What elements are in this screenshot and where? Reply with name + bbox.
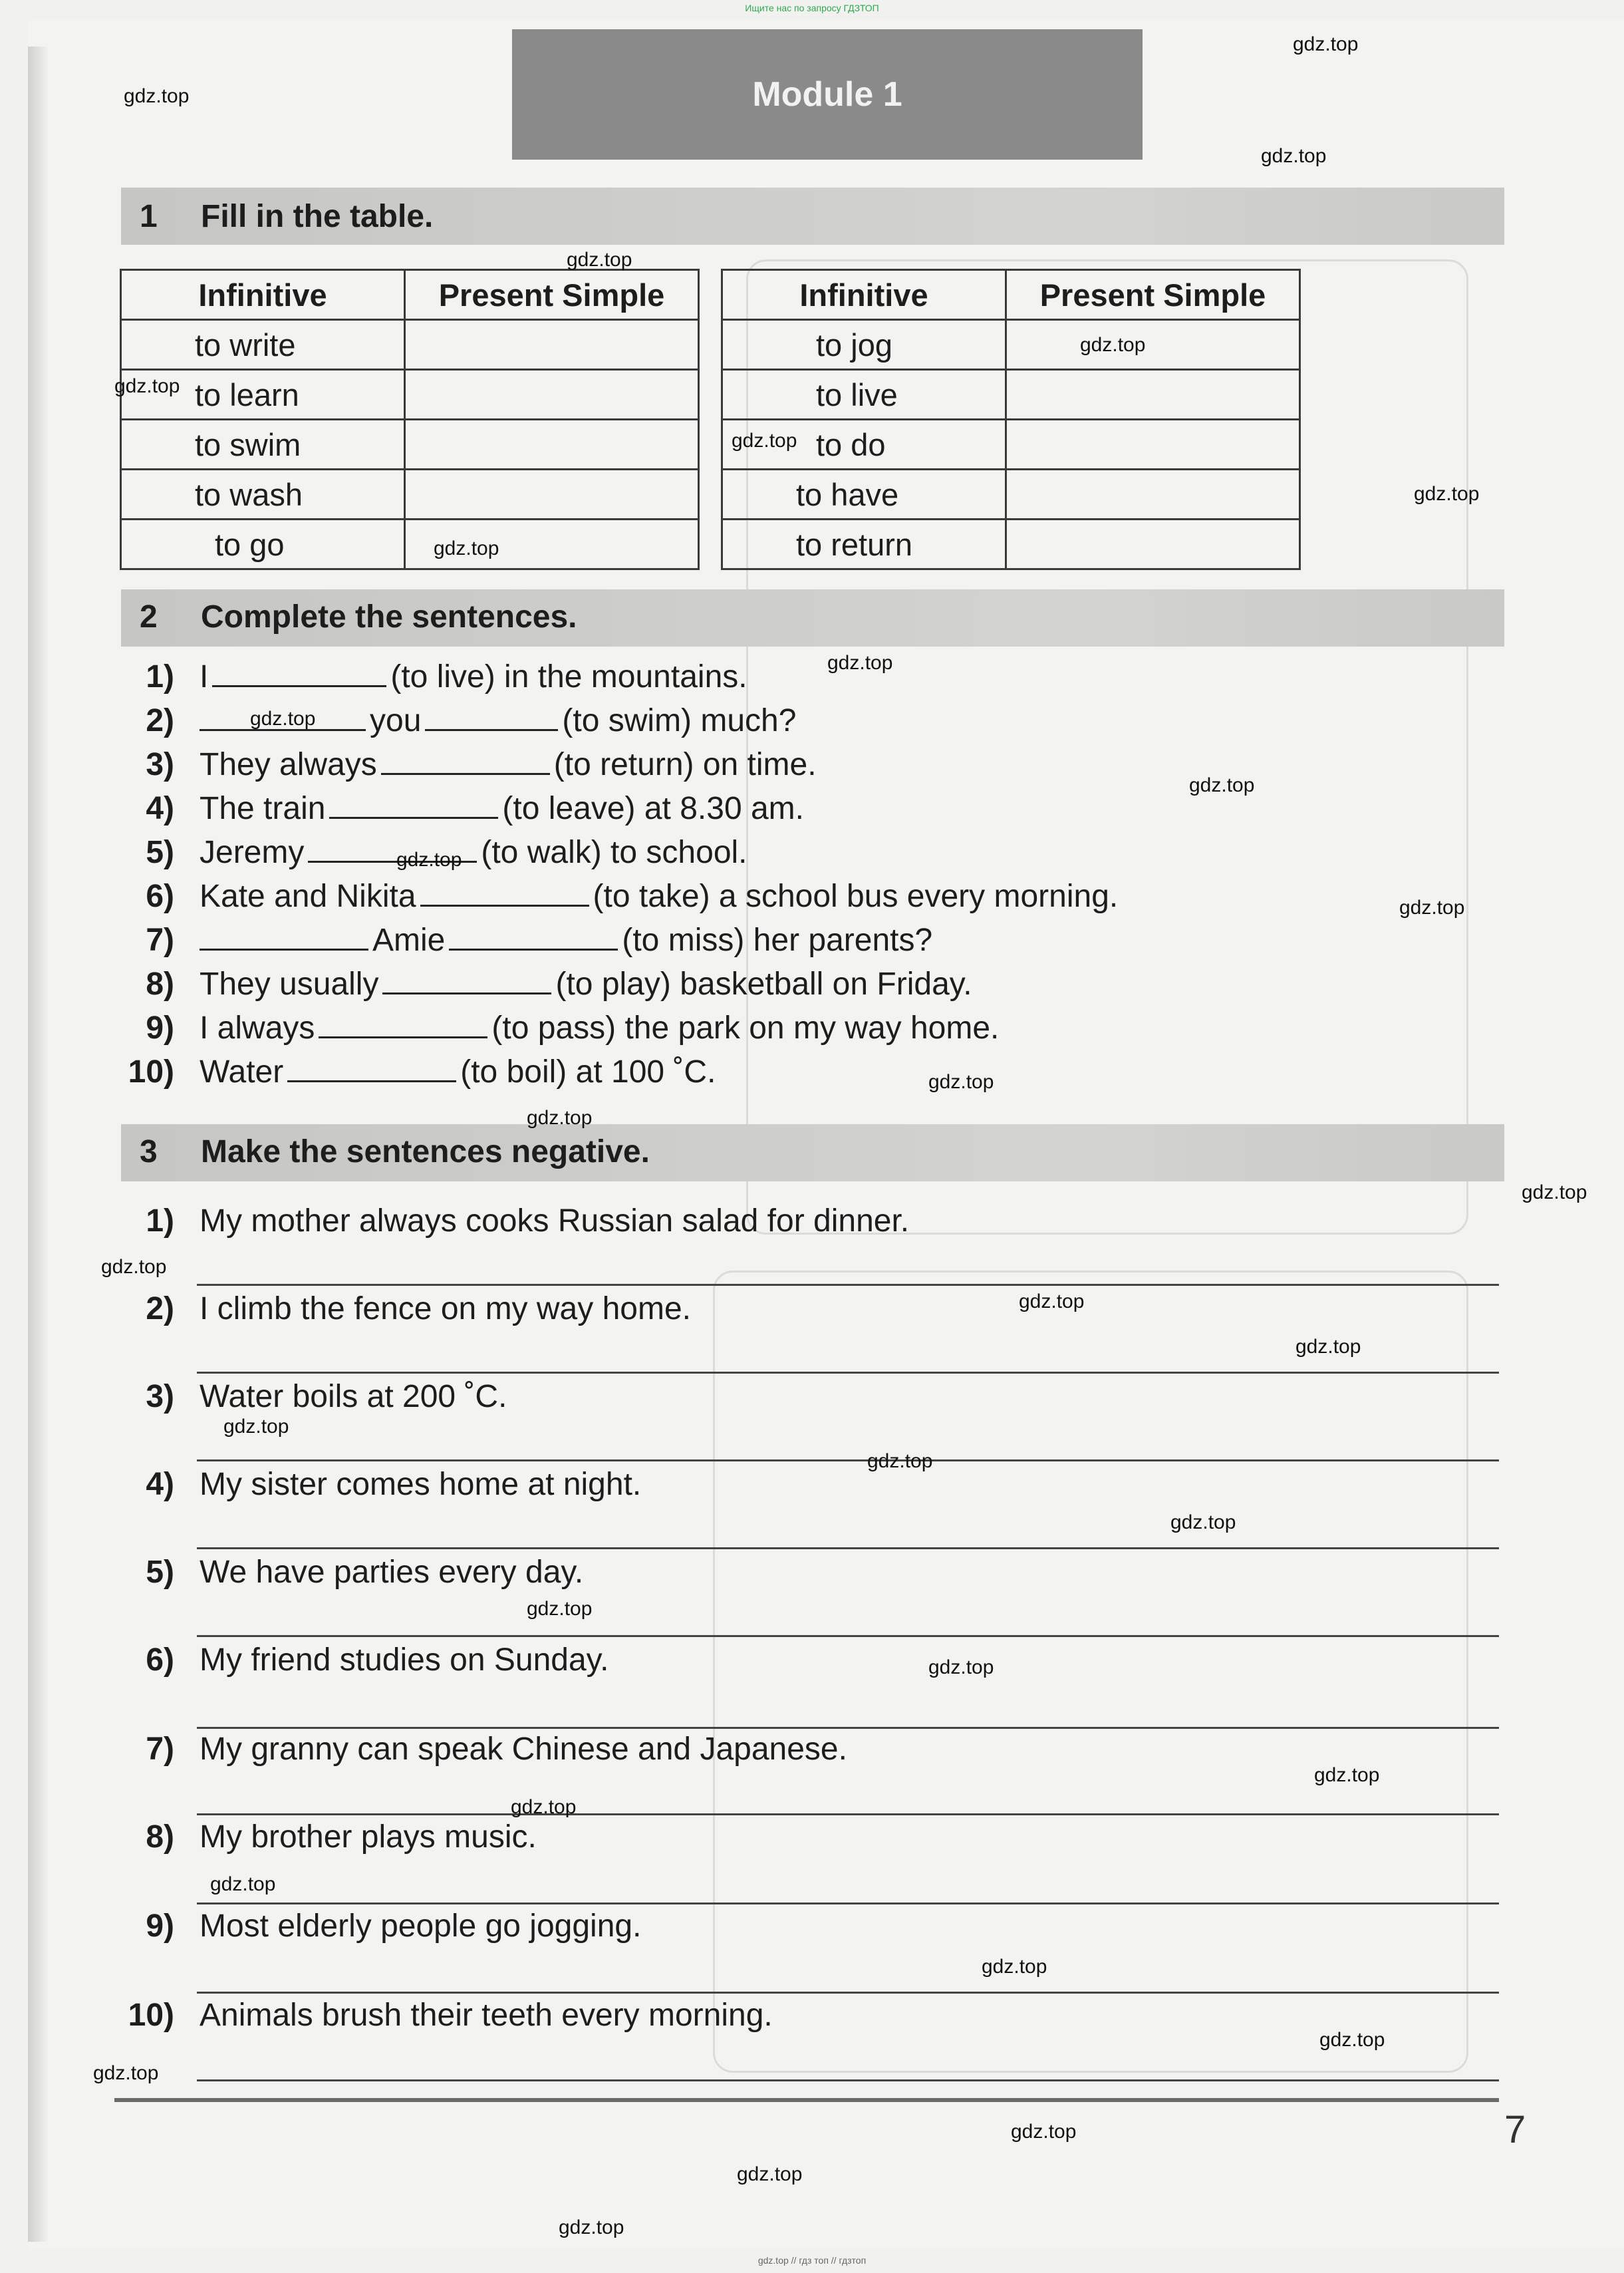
watermark: gdz.top	[1399, 897, 1465, 919]
answer-line[interactable]	[197, 1284, 1499, 1286]
answer-cell[interactable]	[405, 370, 699, 420]
negative-item: 9) Most elderly people go jogging.	[146, 1908, 642, 1944]
infinitive-cell: to live	[722, 370, 1006, 420]
infinitive-cell: to do	[722, 420, 1006, 470]
watermark: gdz.top	[827, 652, 893, 674]
answer-line[interactable]	[197, 1459, 1499, 1461]
watermark: gdz.top	[867, 1450, 933, 1472]
page-spine-shadow	[28, 47, 48, 2242]
negative-item: 3) Water boils at 200 ˚C.	[146, 1379, 507, 1414]
watermark: gdz.top	[1019, 1290, 1085, 1312]
section-2-title: Complete the sentences.	[201, 599, 577, 635]
section-3-number: 3	[140, 1134, 158, 1169]
watermark: gdz.top	[982, 1956, 1047, 1978]
header-infinitive: Infinitive	[722, 270, 1006, 320]
answer-line[interactable]	[197, 2079, 1499, 2081]
negative-item: 5) We have parties every day.	[146, 1555, 584, 1590]
answer-line[interactable]	[197, 1547, 1499, 1549]
section-1-number: 1	[140, 199, 158, 234]
answer-line[interactable]	[197, 1635, 1499, 1637]
infinitive-cell: to return	[722, 520, 1006, 569]
bleed-through-box-2	[713, 1271, 1468, 2073]
sentence-item: 8) They usually (to play) basketball on Friday.	[146, 967, 972, 1002]
section-1-title: Fill in the table.	[201, 199, 434, 234]
negative-item: 8) My brother plays music.	[146, 1819, 537, 1855]
sentence-item: 9) I always (to pass) the park on my way home.	[146, 1010, 1000, 1046]
answer-line[interactable]	[197, 1372, 1499, 1374]
answer-cell[interactable]	[1006, 420, 1300, 470]
answer-cell[interactable]	[1006, 470, 1300, 520]
negative-item: 1) My mother always cooks Russian salad for dinner.	[146, 1203, 910, 1239]
watermark: gdz.top	[1522, 1181, 1587, 1203]
answer-cell[interactable]	[1006, 370, 1300, 420]
negative-item: 7) My granny can speak Chinese and Japanese.	[146, 1732, 847, 1767]
watermark: gdz.top	[1314, 1764, 1380, 1786]
watermark: gdz.top	[737, 2163, 803, 2185]
answer-line[interactable]	[197, 1813, 1499, 1815]
infinitive-cell: to write	[121, 320, 405, 370]
section-2-number: 2	[140, 599, 158, 635]
blank[interactable]	[425, 702, 558, 731]
negative-item: 2) I climb the fence on my way home.	[146, 1291, 691, 1326]
header-infinitive: Infinitive	[121, 270, 405, 320]
watermark: gdz.top	[396, 849, 462, 871]
infinitive-cell: to learn	[121, 370, 405, 420]
infinitive-cell: to swim	[121, 420, 405, 470]
watermark: gdz.top	[567, 249, 632, 271]
watermark: gdz.top	[527, 1598, 593, 1620]
bottom-note: gdz.top // гдз топ // гдзтоп	[757, 2255, 867, 2266]
watermark: gdz.top	[434, 537, 499, 559]
watermark: gdz.top	[928, 1656, 994, 1678]
sentence-item: 10) Water (to boil) at 100 ˚C.	[128, 1054, 716, 1090]
sentence-item: 1) I (to live) in the mountains.	[146, 659, 747, 694]
watermark: gdz.top	[1080, 334, 1146, 356]
negative-item: 10) Animals brush their teeth every morning.	[128, 1998, 773, 2033]
watermark: gdz.top	[1293, 33, 1359, 55]
verb-table-right	[721, 269, 1301, 570]
header-present-simple: Present Simple	[1006, 270, 1300, 320]
infinitive-cell: to wash	[121, 470, 405, 520]
watermark: gdz.top	[1319, 2029, 1385, 2051]
watermark: gdz.top	[1261, 145, 1327, 167]
watermark: gdz.top	[1414, 483, 1480, 505]
watermark: gdz.top	[101, 1256, 167, 1278]
watermark: gdz.top	[93, 2062, 159, 2084]
watermark: gdz.top	[928, 1071, 994, 1093]
watermark: gdz.top	[250, 708, 316, 730]
blank[interactable]	[200, 922, 368, 951]
answer-cell[interactable]	[405, 470, 699, 520]
module-title: Module 1	[512, 29, 1143, 160]
blank[interactable]	[449, 922, 618, 951]
watermark: gdz.top	[527, 1107, 593, 1129]
watermark: gdz.top	[124, 85, 190, 107]
answer-cell[interactable]	[1006, 520, 1300, 569]
watermark: gdz.top	[511, 1796, 577, 1818]
blank[interactable]	[212, 659, 386, 687]
watermark: gdz.top	[559, 2216, 624, 2238]
watermark: gdz.top	[1295, 1336, 1361, 1358]
negative-item: 6) My friend studies on Sunday.	[146, 1642, 609, 1678]
blank[interactable]	[287, 1054, 456, 1082]
blank[interactable]	[319, 1010, 487, 1038]
answer-line[interactable]	[197, 1727, 1499, 1729]
sentence-item: 5) Jeremy (to walk) to school.	[146, 835, 747, 870]
top-note: Ищите нас по запросу ГДЗТОП	[745, 3, 879, 13]
answer-cell[interactable]	[405, 320, 699, 370]
sentence-item: 6) Kate and Nikita (to take) a school bus every morning.	[146, 879, 1119, 914]
infinitive-cell: to jog	[722, 320, 1006, 370]
watermark: gdz.top	[114, 375, 180, 397]
sentence-item: 2) you (to swim) much?	[146, 703, 797, 738]
blank[interactable]	[420, 878, 589, 907]
watermark: gdz.top	[210, 1873, 276, 1895]
footer-rule	[114, 2098, 1499, 2102]
answer-line[interactable]	[197, 1992, 1499, 1994]
page-number: 7	[1504, 2108, 1526, 2151]
sentence-item: 4) The train (to leave) at 8.30 am.	[146, 791, 804, 826]
sentence-item: 7) Amie (to miss) her parents?	[146, 923, 933, 958]
verb-table-left	[120, 269, 700, 570]
header-present-simple: Present Simple	[405, 270, 699, 320]
infinitive-cell: to have	[722, 470, 1006, 520]
negative-item: 4) My sister comes home at night.	[146, 1467, 642, 1502]
blank[interactable]	[381, 746, 550, 775]
answer-cell[interactable]	[1006, 320, 1300, 370]
blank[interactable]	[329, 790, 498, 819]
watermark: gdz.top	[1011, 2121, 1077, 2143]
section-3-title: Make the sentences negative.	[201, 1134, 650, 1169]
answer-cell[interactable]	[405, 420, 699, 470]
infinitive-cell: to go	[121, 520, 405, 569]
blank[interactable]	[382, 966, 551, 994]
watermark: gdz.top	[1189, 774, 1255, 796]
answer-line[interactable]	[197, 1902, 1499, 1904]
watermark: gdz.top	[732, 430, 797, 452]
sentence-item: 3) They always (to return) on time.	[146, 747, 817, 782]
watermark: gdz.top	[1170, 1511, 1236, 1533]
watermark: gdz.top	[223, 1416, 289, 1438]
